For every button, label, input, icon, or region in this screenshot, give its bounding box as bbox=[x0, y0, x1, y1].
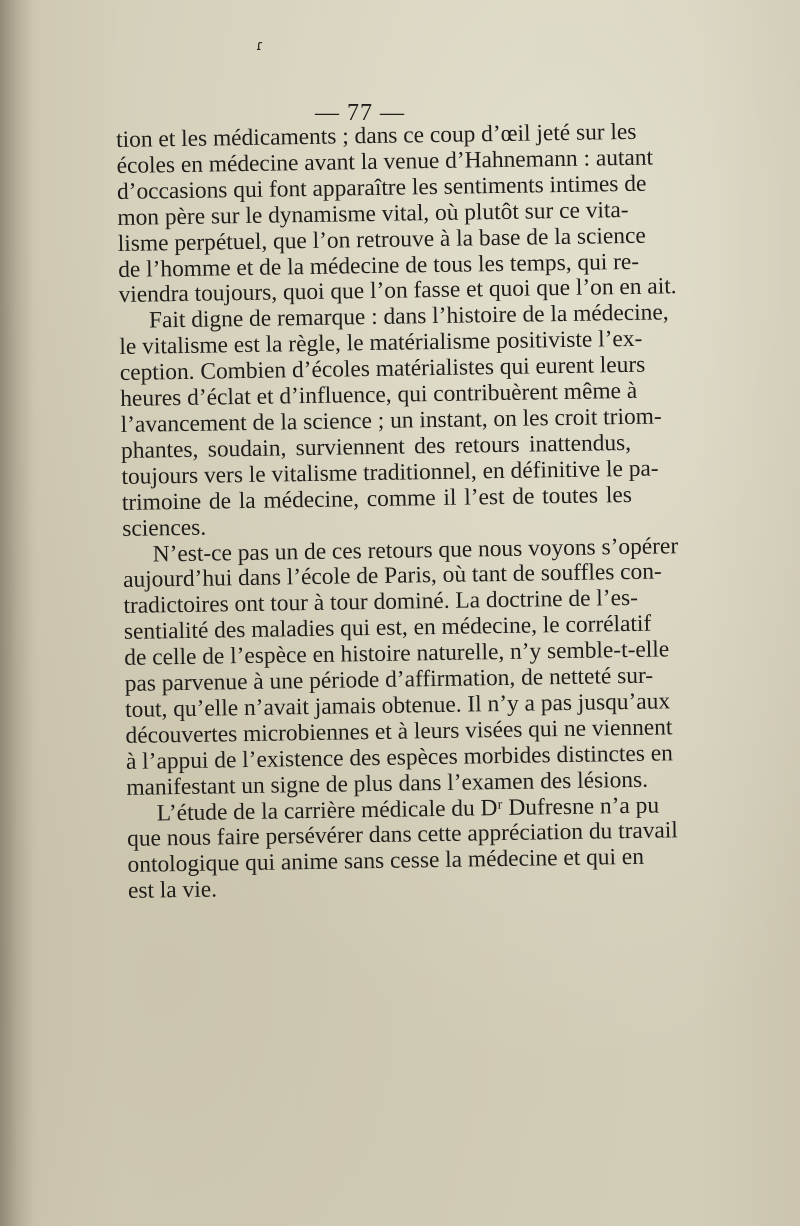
text-line: viendra toujours, quoi que l’on fasse et quoi que l’on en ait. bbox=[118, 273, 677, 309]
text-line: pas parvenue à une période d’affirmation, de netteté sur- bbox=[124, 662, 654, 697]
text-line: le vitalisme est la règle, le matérialisme positiviste l’ex- bbox=[119, 326, 643, 361]
paragraph bbox=[115, 118, 677, 309]
text-line: trimoine de la médecine, comme il l’est de toutes les bbox=[121, 481, 633, 516]
text-line: phantes, soudain, surviennent des retours inattendus, bbox=[120, 429, 632, 464]
text-line: tion et les médicaments ; dans ce coup d’œil jeté sur les bbox=[115, 118, 637, 153]
text-line: mon père sur le dynamisme vital, où plutôt sur ce vita- bbox=[117, 196, 629, 231]
text-line: tout, qu’elle n’avait jamais obtenue. Il n’y a pas jusqu’aux bbox=[124, 688, 671, 723]
text-line: tradictoires ont tour à tour dominé. La doctrine de l’es- bbox=[123, 585, 639, 620]
text-line: l’avancement de la science ; un instant, on les croit triom- bbox=[120, 403, 662, 438]
text-line: L’étude de la carrière médicale du Dʳ Dufresne n’a pu bbox=[156, 792, 660, 827]
text-line: N’est-ce pas un de ces retours que nous voyons s’opérer bbox=[152, 532, 679, 567]
text-line: que nous faire persévérer dans cette appréciation du travail bbox=[126, 817, 679, 853]
ink-mark: ɾ bbox=[256, 38, 264, 54]
text-line: sciences. bbox=[122, 514, 207, 542]
text-line: à l’appui de l’existence des espèces morbides distinctes en bbox=[125, 740, 673, 775]
text-line: heures d’éclat et d’influence, qui contribuèrent même à bbox=[120, 377, 638, 413]
text-line: ception. Combien d’écoles matérialistes qui eurent leurs bbox=[119, 351, 646, 387]
binding-shadow bbox=[0, 0, 34, 1226]
text-line: aujourd’hui dans l’école de Paris, où tant de souffles con- bbox=[122, 558, 662, 594]
paragraph bbox=[122, 532, 679, 801]
text-line: toujours vers le vitalisme traditionnel, en définitive le pa- bbox=[121, 455, 659, 490]
text-line: découvertes microbiennes et à leurs visées qui ne viennent bbox=[125, 714, 673, 749]
text-line: manifestant un signe de plus dans l’examen des lésions. bbox=[126, 766, 649, 801]
text-line: lisme perpétuel, que l’on retrouve à la base de la science bbox=[117, 222, 646, 257]
paragraph bbox=[119, 299, 669, 542]
text-line: d’occasions qui font apparaître les sentiments intimes de bbox=[116, 170, 647, 205]
text-line: sentialité des maladies qui est, en médecine, le corrélatif bbox=[123, 610, 652, 646]
body-text bbox=[115, 118, 679, 905]
text-line: Fait digne de remarque : dans l’histoire de la médecine, bbox=[148, 299, 669, 334]
text-line: ontologique qui anime sans cesse la médecine et qui en bbox=[127, 844, 645, 879]
paragraph bbox=[126, 792, 679, 905]
text-line: de l’homme et de la médecine de tous les temps, qui re- bbox=[118, 248, 640, 283]
page-number: — 77 — bbox=[315, 100, 405, 126]
text-line: écoles en médecine avant la venue d’Hahnemann : autant bbox=[116, 144, 654, 179]
text-line: est la vie. bbox=[127, 876, 218, 905]
text-line: de celle de l’espèce en histoire naturelle, n’y semble-t-elle bbox=[124, 636, 670, 672]
